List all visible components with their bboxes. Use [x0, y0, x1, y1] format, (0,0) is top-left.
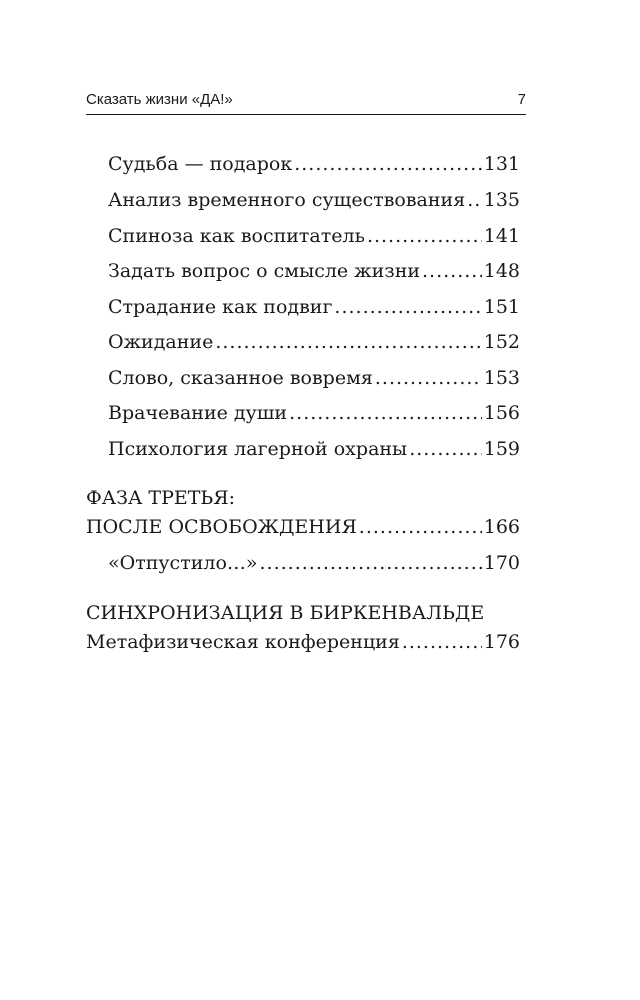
- leader-dots: [409, 435, 482, 463]
- toc-entry-page: 170: [483, 552, 520, 574]
- toc-entry-label: Задать вопрос о смысле жизни: [108, 260, 421, 282]
- toc-entry[interactable]: [108, 364, 520, 392]
- toc-entry[interactable]: [108, 186, 520, 214]
- toc-entry[interactable]: [86, 628, 520, 656]
- toc-entry[interactable]: [108, 150, 520, 178]
- toc-entry-label: Психология лагерной охраны: [108, 438, 408, 460]
- toc-entry-page: 153: [483, 367, 520, 389]
- toc-entry-page: 151: [483, 296, 520, 318]
- toc-entry[interactable]: [108, 257, 520, 285]
- leader-dots: [422, 257, 482, 285]
- book-title: Сказать жизни «ДА!»: [86, 91, 233, 108]
- leader-dots: [334, 293, 481, 321]
- toc-entry-page: 135: [483, 189, 520, 211]
- toc-entry-label: Анализ временного существования: [108, 189, 466, 211]
- toc-entry-label: Метафизическая конференция: [86, 631, 400, 653]
- toc-entry-label: «Отпустило…»: [108, 552, 258, 574]
- toc-entry-page: 148: [483, 260, 520, 282]
- toc-entry[interactable]: [108, 328, 520, 356]
- leader-dots: [467, 186, 482, 214]
- leader-dots: [359, 513, 482, 541]
- leader-dots: [402, 628, 482, 656]
- toc-entry-page: 131: [483, 153, 520, 175]
- toc-entry[interactable]: [108, 222, 520, 250]
- toc-entry-label: Врачевание души: [108, 402, 288, 424]
- toc-entry[interactable]: [108, 293, 520, 321]
- toc-entry-label: ПОСЛЕ ОСВОБОЖДЕНИЯ: [86, 516, 357, 538]
- leader-dots: [260, 549, 482, 577]
- toc-entry-label: Ожидание: [108, 331, 214, 353]
- section-heading-sync: СИНХРОНИЗАЦИЯ В БИРКЕНВАЛЬДЕ: [86, 602, 485, 624]
- toc-entry-label: Страдание как подвиг: [108, 296, 333, 318]
- page-number: 7: [517, 91, 526, 108]
- leader-dots: [215, 328, 481, 356]
- toc-entry-page: 152: [483, 331, 520, 353]
- toc-entry-page: 166: [483, 516, 520, 538]
- leader-dots: [367, 222, 482, 250]
- toc-entry[interactable]: [108, 435, 520, 463]
- leader-dots: [375, 364, 482, 392]
- toc-entry-label: Спиноза как воспитатель: [108, 225, 365, 247]
- leader-dots: [294, 150, 482, 178]
- toc-entry[interactable]: [108, 549, 520, 577]
- running-header: [86, 88, 526, 115]
- toc-entry-label: Слово, сказанное вовремя: [108, 367, 373, 389]
- toc-entry-page: 141: [483, 225, 520, 247]
- leader-dots: [289, 399, 482, 427]
- toc-entry-label: Судьба — подарок: [108, 153, 293, 175]
- toc-section-entry[interactable]: [86, 513, 520, 541]
- toc-entry-page: 156: [483, 402, 520, 424]
- section-heading-phase3: ФАЗА ТРЕТЬЯ:: [86, 487, 235, 509]
- toc-entry-page: 159: [483, 438, 520, 460]
- toc-entry[interactable]: [108, 399, 520, 427]
- toc-entry-page: 176: [483, 631, 520, 653]
